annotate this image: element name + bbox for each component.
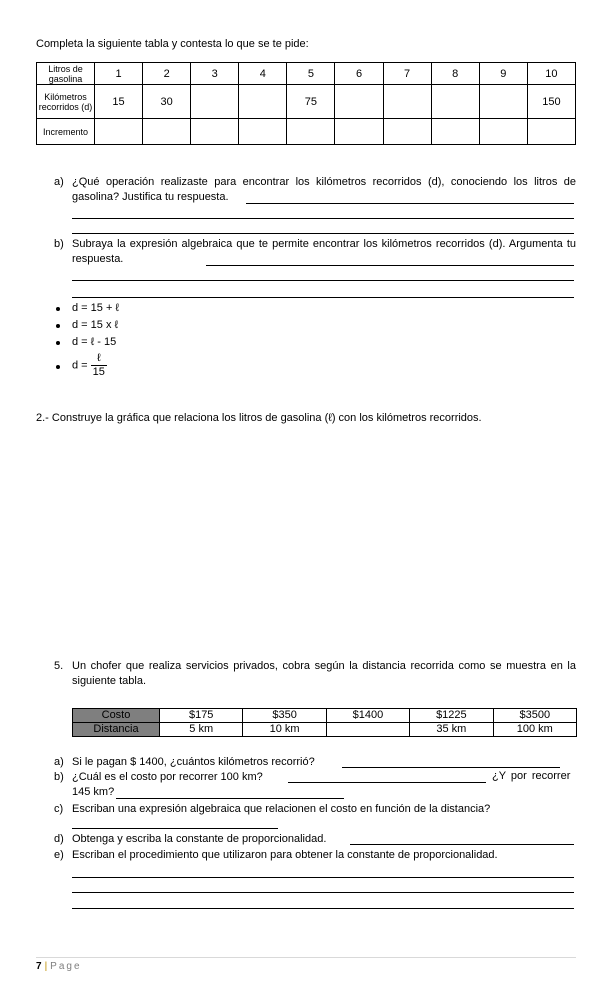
fraction-denominator: 15 xyxy=(92,366,105,378)
question-5c xyxy=(54,802,576,817)
question-a-label: a) xyxy=(54,176,64,188)
cell-km-1[interactable]: 15 xyxy=(95,85,143,119)
bullet-icon xyxy=(56,324,60,328)
cell-km-5[interactable]: 75 xyxy=(287,85,335,119)
answer-line-a-1[interactable] xyxy=(246,203,574,204)
cell-costo-2: $350 xyxy=(243,709,326,723)
answer-line-5a[interactable] xyxy=(342,767,560,768)
answer-line-5e-2[interactable] xyxy=(72,892,574,893)
answer-line-b-3[interactable] xyxy=(72,297,574,298)
cell-inc-8[interactable] xyxy=(431,119,479,145)
question-a-text: ¿Qué operación realizaste para encontrar los kilómetros recorridos (d), conociendo los litros de gasolina? Justifica tu respuesta. xyxy=(72,176,576,203)
answer-line-b-1[interactable] xyxy=(206,265,574,266)
answer-line-a-3[interactable] xyxy=(72,233,574,234)
question-5 xyxy=(54,659,576,689)
answer-line-5b-1[interactable] xyxy=(288,782,486,783)
row-label-litros: Litros de gasolina xyxy=(37,63,95,85)
answer-line-5e-3[interactable] xyxy=(72,908,574,909)
table-row-costo xyxy=(73,709,577,723)
cell-km-10[interactable]: 150 xyxy=(527,85,575,119)
question-5e-text: Escriban el procedimiento que utilizaron para obtener la constante de proporcionalidad. xyxy=(72,849,498,861)
intro-instruction: Completa la siguiente tabla y contesta lo que se te pide: xyxy=(36,38,309,50)
footer-separator: | xyxy=(44,961,48,972)
question-5b-text-2: ¿Y por recorrer xyxy=(492,770,571,782)
page-number: 7 xyxy=(36,961,42,972)
cell-inc-1[interactable] xyxy=(95,119,143,145)
question-5c-text: Escriban una expresión algebraica que relacionen el costo en función de la distancia? xyxy=(72,803,491,815)
cell-inc-7[interactable] xyxy=(383,119,431,145)
option-4-fraction xyxy=(91,352,107,379)
cell-dist-1: 5 km xyxy=(160,723,243,737)
cell-litros-9: 9 xyxy=(479,63,527,85)
question-5-text: Un chofer que realiza servicios privados, cobra según la distancia recorrida como se muestra en la siguiente tabla. xyxy=(72,660,576,687)
question-5b-text-3: 145 km? xyxy=(72,786,115,798)
page-footer xyxy=(36,961,82,972)
question-5e-label: e) xyxy=(54,849,64,861)
cell-costo-1: $175 xyxy=(160,709,243,723)
table-row-km xyxy=(37,85,576,119)
question-5a-text: Si le pagan $ 1400, ¿cuántos kilómetros recorrió? xyxy=(72,756,315,768)
cell-km-6[interactable] xyxy=(335,85,383,119)
cell-inc-10[interactable] xyxy=(527,119,575,145)
option-3-text: d = ℓ - 15 xyxy=(72,336,117,348)
cell-litros-1: 1 xyxy=(95,63,143,85)
row-label-distancia: Distancia xyxy=(73,723,160,737)
option-4-prefix: d = xyxy=(72,359,88,372)
question-5d-label: d) xyxy=(54,833,64,845)
question-b-label: b) xyxy=(54,238,64,250)
cell-costo-4: $1225 xyxy=(410,709,493,723)
question-5a-label: a) xyxy=(54,756,64,768)
cell-costo-3: $1400 xyxy=(326,709,409,723)
answer-line-5e-1[interactable] xyxy=(72,877,574,878)
cell-litros-8: 8 xyxy=(431,63,479,85)
cell-litros-6: 6 xyxy=(335,63,383,85)
question-5-number: 5. xyxy=(54,660,64,672)
cell-inc-3[interactable] xyxy=(191,119,239,145)
answer-line-5d[interactable] xyxy=(350,844,574,845)
fraction-numerator: ℓ xyxy=(91,352,107,366)
question-5b-text-1: ¿Cuál es el costo por recorrer 100 km? xyxy=(72,771,263,783)
cost-distance-table xyxy=(72,708,577,737)
table-row-litros xyxy=(37,63,576,85)
bullet-icon xyxy=(56,341,60,345)
bullet-icon xyxy=(56,307,60,311)
cell-dist-2: 10 km xyxy=(243,723,326,737)
cell-km-3[interactable] xyxy=(191,85,239,119)
answer-line-5b-2[interactable] xyxy=(116,798,344,799)
cell-litros-2: 2 xyxy=(143,63,191,85)
cell-costo-5: $3500 xyxy=(493,709,576,723)
row-label-incremento: Incremento xyxy=(37,119,95,145)
row-label-costo: Costo xyxy=(73,709,160,723)
cell-km-8[interactable] xyxy=(431,85,479,119)
cell-inc-5[interactable] xyxy=(287,119,335,145)
question-a xyxy=(54,175,576,205)
bullet-icon xyxy=(56,365,60,369)
question-b-text: Subraya la expresión algebraica que te permite encontrar los kilómetros recorridos (d). Argumenta tu respuesta. xyxy=(72,238,576,265)
answer-line-b-2[interactable] xyxy=(72,280,574,281)
row-label-km: Kilómetros recorridos (d) xyxy=(37,85,95,119)
cell-inc-4[interactable] xyxy=(239,119,287,145)
question-2: 2.- Construye la gráfica que relaciona los litros de gasolina (ℓ) con los kilómetros recorridos. xyxy=(36,412,482,424)
footer-divider xyxy=(36,957,576,958)
cell-km-7[interactable] xyxy=(383,85,431,119)
cell-km-9[interactable] xyxy=(479,85,527,119)
option-1-text: d = 15 + ℓ xyxy=(72,302,119,314)
table-row-incremento xyxy=(37,119,576,145)
question-5d-text: Obtenga y escriba la constante de proporcionalidad. xyxy=(72,833,327,845)
answer-line-a-2[interactable] xyxy=(72,218,574,219)
cell-litros-7: 7 xyxy=(383,63,431,85)
cell-litros-10: 10 xyxy=(527,63,575,85)
question-b xyxy=(54,237,576,267)
table-row-distancia xyxy=(73,723,577,737)
cell-km-4[interactable] xyxy=(239,85,287,119)
question-5e xyxy=(54,848,576,863)
cell-dist-5: 100 km xyxy=(493,723,576,737)
answer-line-5c[interactable] xyxy=(72,828,278,829)
cell-litros-5: 5 xyxy=(287,63,335,85)
question-5c-label: c) xyxy=(54,803,64,815)
footer-page-word: Page xyxy=(50,961,82,972)
option-2-text: d = 15 x ℓ xyxy=(72,319,119,331)
cell-litros-4: 4 xyxy=(239,63,287,85)
cell-dist-3[interactable] xyxy=(326,723,409,737)
cell-km-2[interactable]: 30 xyxy=(143,85,191,119)
cell-inc-9[interactable] xyxy=(479,119,527,145)
question-5b-label: b) xyxy=(54,771,64,783)
liters-km-table xyxy=(36,62,576,145)
cell-dist-4: 35 km xyxy=(410,723,493,737)
cell-inc-6[interactable] xyxy=(335,119,383,145)
cell-litros-3: 3 xyxy=(191,63,239,85)
cell-inc-2[interactable] xyxy=(143,119,191,145)
